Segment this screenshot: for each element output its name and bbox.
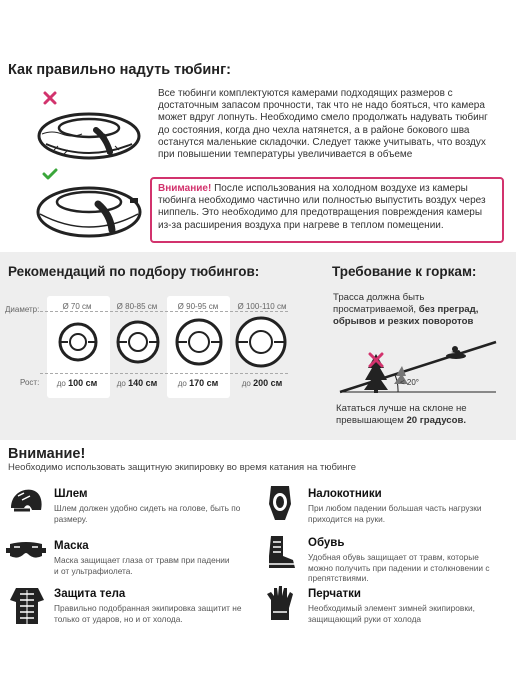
item-text: Необходимый элемент зимней экипировки, защищающий руки от холода: [308, 603, 475, 624]
height-value-cell: до 140 см: [116, 378, 158, 388]
item-text: Маска защищает глаза от травм при падении и от ультрафиолета.: [54, 555, 230, 576]
tube-size-icon: [233, 314, 289, 370]
height-value-cell: до 100 см: [56, 378, 98, 388]
slope-illustration: [338, 332, 498, 402]
underinflated-tube-image: [34, 104, 144, 164]
gloves-icon: [265, 584, 295, 622]
slopes-text: Трасса должна быть просматриваемой, без преград, обрывов и резких поворотов: [333, 292, 479, 327]
safety-subtitle: Необходимо использовать защитную экипировку во время катания на тюбинге: [8, 462, 357, 473]
safety-title: Внимание!: [8, 446, 86, 462]
diameter-value: Ø 70 см: [62, 302, 92, 311]
tube-size-icon: [114, 318, 162, 366]
warning-label: Внимание!: [158, 183, 212, 194]
item-title: Защита тела: [54, 588, 126, 600]
boot-icon: [265, 534, 297, 570]
item-text: Правильно подобранная экипировка защитит не только от ударов, но и от холода.: [54, 603, 242, 624]
tube-size-icon: [173, 316, 225, 368]
diameter-guide-line: [40, 311, 288, 312]
item-title: Маска: [54, 540, 89, 552]
sizes-title: Рекомендаций по подбору тюбингов:: [8, 264, 260, 279]
item-title: Шлем: [54, 488, 88, 500]
elbow-pad-icon: [265, 484, 295, 522]
item-title: Налокотники: [308, 488, 382, 500]
slopes-title: Требование к горкам:: [332, 264, 477, 279]
height-value-cell: до 170 см: [177, 378, 219, 388]
helmet-icon: [8, 486, 44, 518]
warning-box: [150, 177, 504, 243]
diameter-value: Ø 80-85 см: [116, 302, 158, 311]
item-text: Удобная обувь защищает от травм, которые можно получить при падении и столкновении с препятствиями.: [308, 552, 490, 583]
slopes-bottom-text: Кататься лучше на склоне не превышающем 20 градусов.: [336, 403, 467, 426]
height-value-cell: до 200 см: [241, 378, 283, 388]
inflated-tube-image: [34, 180, 144, 240]
item-title: Перчатки: [308, 588, 361, 600]
goggles-icon: [6, 540, 46, 562]
tube-size-icon: [56, 320, 100, 364]
diameter-value: Ø 90-95 см: [177, 302, 219, 311]
diameter-label: Диаметр:: [5, 305, 40, 314]
inflate-paragraph: Все тюбинги комплектуются камерами подходящих размеров с достаточным запасом прочности, так что не надо бояться, что камера может вдруг лопнуть. Необходимо смело продолжать надувать тюбинг до состояния, когда дно чехла натянется, а в районе бокового шва останутся маленькие складочки. Следует также учитывать, что воздух при повышении температуры увеличивается в объеме: [158, 88, 488, 161]
item-text: Шлем должен удобно сидеть на голове, быть по размеру.: [54, 503, 241, 524]
angle-label: < 20°: [400, 378, 419, 387]
item-title: Обувь: [308, 537, 345, 549]
check-icon: [42, 167, 58, 181]
inflate-title: Как правильно надуть тюбинг:: [8, 62, 231, 78]
diameter-value: Ø 100-110 см: [237, 302, 287, 311]
item-text: При любом падении большая часть нагрузки приходится на руки.: [308, 503, 482, 524]
height-guide-line: [40, 373, 288, 374]
body-armor-icon: [8, 586, 46, 626]
height-label: Рост:: [20, 378, 40, 387]
warning-text: После использования на холодном воздухе из камеры тюбинга необходимо частично или полностью выпустить воздух через ниппель. Это необходимо для предотвращения повреждения камеры из-за расширения воздуха при нагреве в теплом помещении.: [158, 183, 486, 231]
